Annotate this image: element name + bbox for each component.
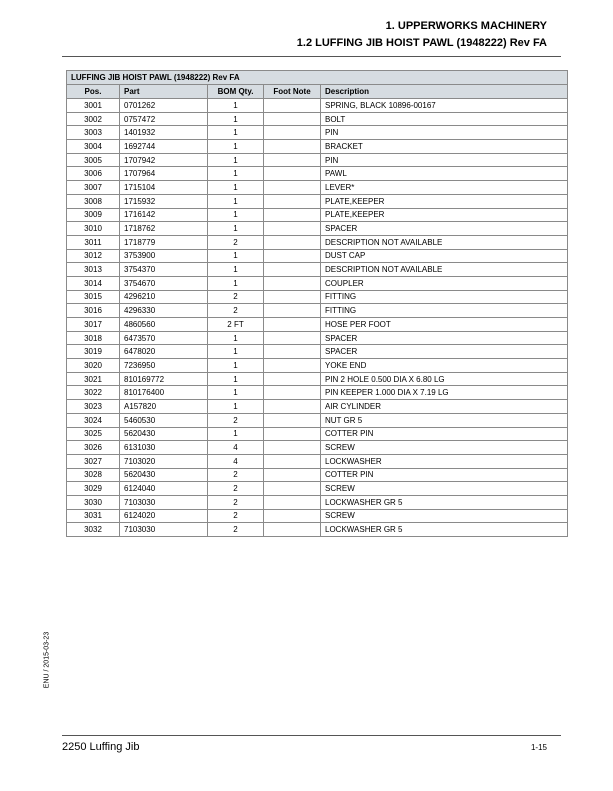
row-foot-note <box>264 99 321 113</box>
footer-divider <box>62 735 561 736</box>
row-part-number: 1716142 <box>120 208 208 222</box>
row-bom-qty: 1 <box>208 208 264 222</box>
row-bom-qty: 1 <box>208 112 264 126</box>
row-description: BOLT <box>321 112 568 126</box>
section-subtitle: 1.2 LUFFING JIB HOIST PAWL (1948222) Rev FA <box>296 37 547 49</box>
row-pos: 3024 <box>67 413 120 427</box>
row-part-number: 0701262 <box>120 99 208 113</box>
row-pos: 3023 <box>67 400 120 414</box>
row-bom-qty: 2 <box>208 482 264 496</box>
row-description: PIN <box>321 126 568 140</box>
row-foot-note <box>264 441 321 455</box>
row-description: SPRING, BLACK 10896-00167 <box>321 99 568 113</box>
row-pos: 3025 <box>67 427 120 441</box>
row-part-number: 5620430 <box>120 427 208 441</box>
row-description: PAWL <box>321 167 568 181</box>
row-pos: 3026 <box>67 441 120 455</box>
row-part-number: 3753900 <box>120 249 208 263</box>
row-part-number: 7103020 <box>120 454 208 468</box>
column-header-description: Description <box>321 85 568 99</box>
parts-table <box>66 70 568 537</box>
row-bom-qty: 1 <box>208 276 264 290</box>
row-part-number: 1707964 <box>120 167 208 181</box>
column-header-bom-qty: BOM Qty. <box>208 85 264 99</box>
row-foot-note <box>264 208 321 222</box>
row-part-number: 6473570 <box>120 331 208 345</box>
row-description: HOSE PER FOOT <box>321 318 568 332</box>
row-pos: 3004 <box>67 140 120 154</box>
table-row <box>67 495 568 509</box>
row-pos: 3029 <box>67 482 120 496</box>
table-caption: LUFFING JIB HOIST PAWL (1948222) Rev FA <box>67 71 568 85</box>
row-bom-qty: 1 <box>208 263 264 277</box>
row-part-number: 4296330 <box>120 304 208 318</box>
row-bom-qty: 1 <box>208 140 264 154</box>
row-foot-note <box>264 112 321 126</box>
row-part-number: 7103030 <box>120 523 208 537</box>
row-foot-note <box>264 413 321 427</box>
footer-manual-title: 2250 Luffing Jib <box>62 741 140 753</box>
row-foot-note <box>264 140 321 154</box>
parts-table-body <box>67 99 568 537</box>
row-pos: 3001 <box>67 99 120 113</box>
row-description: PIN <box>321 153 568 167</box>
table-row <box>67 413 568 427</box>
row-foot-note <box>264 386 321 400</box>
row-pos: 3031 <box>67 509 120 523</box>
row-description: LOCKWASHER GR 5 <box>321 523 568 537</box>
row-foot-note <box>264 509 321 523</box>
row-bom-qty: 1 <box>208 153 264 167</box>
row-description: FITTING <box>321 304 568 318</box>
table-row <box>67 99 568 113</box>
row-description: SCREW <box>321 441 568 455</box>
row-foot-note <box>264 427 321 441</box>
row-pos: 3002 <box>67 112 120 126</box>
row-description: PLATE,KEEPER <box>321 208 568 222</box>
table-row <box>67 126 568 140</box>
row-part-number: 7236950 <box>120 359 208 373</box>
row-pos: 3016 <box>67 304 120 318</box>
row-foot-note <box>264 290 321 304</box>
table-row <box>67 331 568 345</box>
row-bom-qty: 1 <box>208 400 264 414</box>
row-foot-note <box>264 194 321 208</box>
row-bom-qty: 2 <box>208 304 264 318</box>
row-bom-qty: 1 <box>208 372 264 386</box>
row-bom-qty: 1 <box>208 345 264 359</box>
row-part-number: 1401932 <box>120 126 208 140</box>
row-pos: 3009 <box>67 208 120 222</box>
row-description: PLATE,KEEPER <box>321 194 568 208</box>
section-title: 1. UPPERWORKS MACHINERY <box>385 20 547 32</box>
row-foot-note <box>264 523 321 537</box>
row-pos: 3007 <box>67 181 120 195</box>
row-foot-note <box>264 276 321 290</box>
page-number: 1-15 <box>530 743 547 752</box>
row-part-number: 5620430 <box>120 468 208 482</box>
row-pos: 3011 <box>67 235 120 249</box>
row-part-number: 1707942 <box>120 153 208 167</box>
row-part-number: 6478020 <box>120 345 208 359</box>
row-description: COTTER PIN <box>321 468 568 482</box>
table-row <box>67 359 568 373</box>
row-bom-qty: 2 <box>208 495 264 509</box>
table-row <box>67 400 568 414</box>
table-row <box>67 263 568 277</box>
row-pos: 3021 <box>67 372 120 386</box>
table-row <box>67 140 568 154</box>
row-bom-qty: 4 <box>208 441 264 455</box>
row-bom-qty: 1 <box>208 331 264 345</box>
row-pos: 3017 <box>67 318 120 332</box>
row-pos: 3020 <box>67 359 120 373</box>
row-part-number: 6124020 <box>120 509 208 523</box>
row-bom-qty: 1 <box>208 359 264 373</box>
row-foot-note <box>264 235 321 249</box>
row-description: LEVER* <box>321 181 568 195</box>
row-description: FITTING <box>321 290 568 304</box>
row-description: LOCKWASHER <box>321 454 568 468</box>
row-foot-note <box>264 454 321 468</box>
row-pos: 3019 <box>67 345 120 359</box>
row-pos: 3030 <box>67 495 120 509</box>
row-pos: 3003 <box>67 126 120 140</box>
table-row <box>67 441 568 455</box>
row-pos: 3018 <box>67 331 120 345</box>
row-bom-qty: 1 <box>208 99 264 113</box>
row-bom-qty: 4 <box>208 454 264 468</box>
row-foot-note <box>264 249 321 263</box>
date-stamp: ENU / 2015-03-23 <box>43 631 51 689</box>
table-row <box>67 194 568 208</box>
row-description: SPACER <box>321 331 568 345</box>
row-part-number: 6124040 <box>120 482 208 496</box>
table-row <box>67 112 568 126</box>
row-description: PIN KEEPER 1.000 DIA X 7.19 LG <box>321 386 568 400</box>
row-description: BRACKET <box>321 140 568 154</box>
row-bom-qty: 2 <box>208 235 264 249</box>
row-description: DESCRIPTION NOT AVAILABLE <box>321 235 568 249</box>
row-bom-qty: 1 <box>208 167 264 181</box>
table-row <box>67 427 568 441</box>
row-part-number: 3754670 <box>120 276 208 290</box>
table-row <box>67 318 568 332</box>
column-header-part: Part <box>120 85 208 99</box>
row-description: SCREW <box>321 482 568 496</box>
row-foot-note <box>264 495 321 509</box>
row-bom-qty: 1 <box>208 181 264 195</box>
row-part-number: 4296210 <box>120 290 208 304</box>
row-bom-qty: 1 <box>208 222 264 236</box>
table-row <box>67 345 568 359</box>
row-description: YOKE END <box>321 359 568 373</box>
row-foot-note <box>264 263 321 277</box>
row-description: COUPLER <box>321 276 568 290</box>
row-foot-note <box>264 153 321 167</box>
row-bom-qty: 1 <box>208 427 264 441</box>
row-bom-qty: 1 <box>208 249 264 263</box>
row-description: SPACER <box>321 222 568 236</box>
table-row <box>67 181 568 195</box>
row-part-number: 7103030 <box>120 495 208 509</box>
row-bom-qty: 2 <box>208 509 264 523</box>
row-bom-qty: 2 <box>208 413 264 427</box>
table-row <box>67 290 568 304</box>
table-row <box>67 153 568 167</box>
row-pos: 3028 <box>67 468 120 482</box>
row-bom-qty: 1 <box>208 194 264 208</box>
row-part-number: 1715932 <box>120 194 208 208</box>
row-foot-note <box>264 372 321 386</box>
row-part-number: 0757472 <box>120 112 208 126</box>
column-header-foot-note: Foot Note <box>264 85 321 99</box>
row-pos: 3006 <box>67 167 120 181</box>
row-description: PIN 2 HOLE 0.500 DIA X 6.80 LG <box>321 372 568 386</box>
row-part-number: 810176400 <box>120 386 208 400</box>
row-description: COTTER PIN <box>321 427 568 441</box>
row-part-number: 1718779 <box>120 235 208 249</box>
row-pos: 3010 <box>67 222 120 236</box>
row-part-number: 1692744 <box>120 140 208 154</box>
row-bom-qty: 2 <box>208 290 264 304</box>
row-description: NUT GR 5 <box>321 413 568 427</box>
row-foot-note <box>264 331 321 345</box>
row-part-number: 1715104 <box>120 181 208 195</box>
row-part-number: 5460530 <box>120 413 208 427</box>
table-row <box>67 276 568 290</box>
table-row <box>67 468 568 482</box>
row-foot-note <box>264 482 321 496</box>
row-pos: 3014 <box>67 276 120 290</box>
row-bom-qty: 2 FT <box>208 318 264 332</box>
row-description: SCREW <box>321 509 568 523</box>
row-foot-note <box>264 345 321 359</box>
table-row <box>67 482 568 496</box>
row-pos: 3015 <box>67 290 120 304</box>
row-part-number: A157820 <box>120 400 208 414</box>
row-foot-note <box>264 359 321 373</box>
table-row <box>67 454 568 468</box>
row-bom-qty: 1 <box>208 126 264 140</box>
row-part-number: 1718762 <box>120 222 208 236</box>
row-foot-note <box>264 468 321 482</box>
table-row <box>67 167 568 181</box>
column-header-pos: Pos. <box>67 85 120 99</box>
row-foot-note <box>264 304 321 318</box>
table-row <box>67 208 568 222</box>
table-row <box>67 249 568 263</box>
row-bom-qty: 2 <box>208 523 264 537</box>
table-row <box>67 222 568 236</box>
row-pos: 3022 <box>67 386 120 400</box>
row-part-number: 3754370 <box>120 263 208 277</box>
table-row <box>67 523 568 537</box>
header-divider <box>62 56 561 57</box>
table-row <box>67 386 568 400</box>
row-bom-qty: 2 <box>208 468 264 482</box>
row-foot-note <box>264 126 321 140</box>
row-pos: 3008 <box>67 194 120 208</box>
row-pos: 3013 <box>67 263 120 277</box>
row-bom-qty: 1 <box>208 386 264 400</box>
row-foot-note <box>264 318 321 332</box>
row-pos: 3012 <box>67 249 120 263</box>
row-foot-note <box>264 167 321 181</box>
row-description: SPACER <box>321 345 568 359</box>
row-description: LOCKWASHER GR 5 <box>321 495 568 509</box>
row-part-number: 810169772 <box>120 372 208 386</box>
row-description: DUST CAP <box>321 249 568 263</box>
table-row <box>67 235 568 249</box>
row-foot-note <box>264 181 321 195</box>
table-row <box>67 304 568 318</box>
row-foot-note <box>264 222 321 236</box>
row-part-number: 4860560 <box>120 318 208 332</box>
row-description: AIR CYLINDER <box>321 400 568 414</box>
table-row <box>67 372 568 386</box>
row-description: DESCRIPTION NOT AVAILABLE <box>321 263 568 277</box>
table-row <box>67 509 568 523</box>
row-pos: 3005 <box>67 153 120 167</box>
row-pos: 3027 <box>67 454 120 468</box>
row-foot-note <box>264 400 321 414</box>
row-part-number: 6131030 <box>120 441 208 455</box>
row-pos: 3032 <box>67 523 120 537</box>
